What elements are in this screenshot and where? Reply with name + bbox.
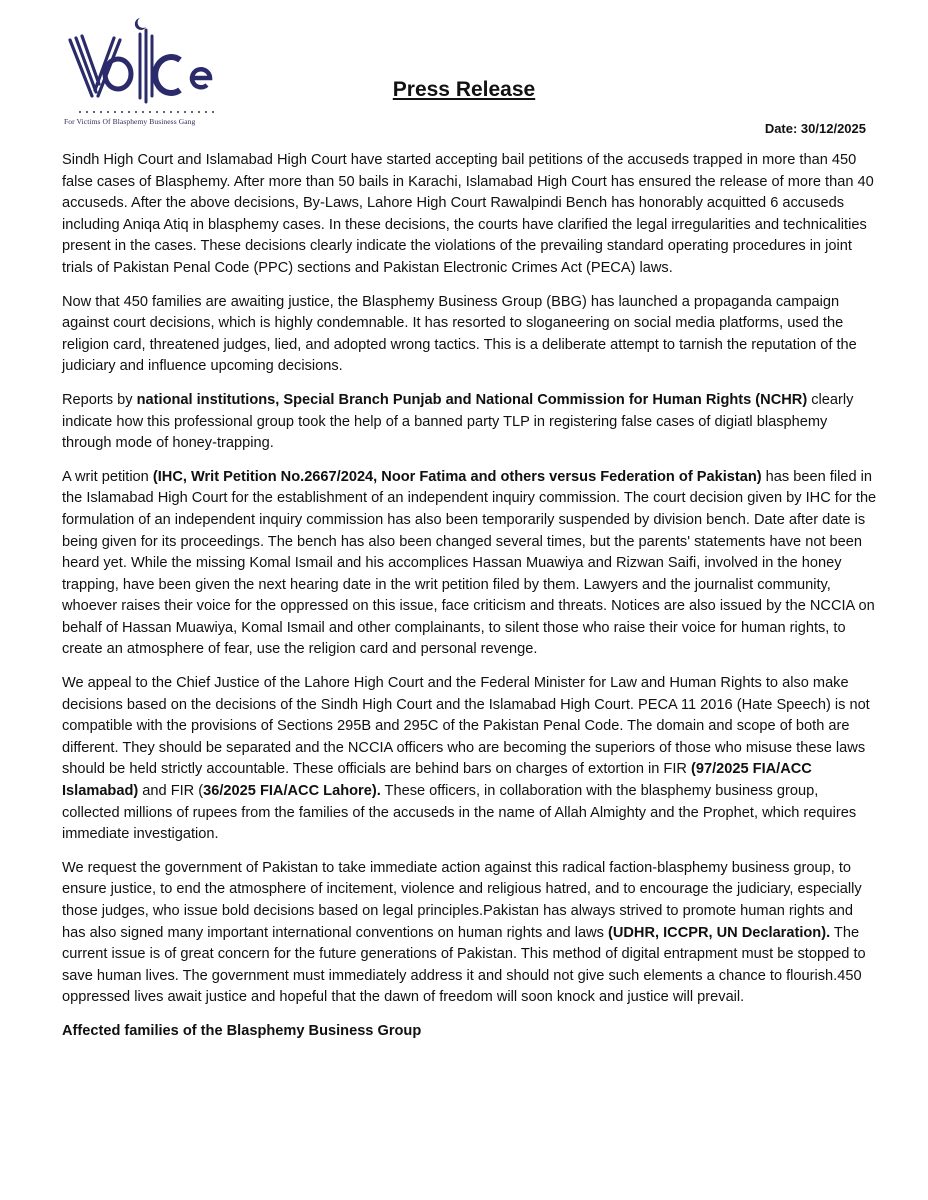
paragraph-5 — [62, 673, 877, 846]
signature: Affected families of the Blasphemy Business Group — [62, 1022, 422, 1039]
text-run: and FIR ( — [138, 783, 204, 800]
bold-text-run: (97/2025 FIA/ACC Islamabad) — [62, 761, 812, 800]
page-title: Press Release — [392, 78, 536, 101]
text-run: has been filed in the Islamabad High Court for the establishment of an independent inquiry commission. The court decision given by IHC for the formulation of an independent inquiry commission has also been temporarily suspended by division bench. Date after date is being given for its proceedings. The bench has also been changed several times, but the parents' statements have not been heard yet. While the missing Komal Ismail and his accomplices Hassan Muawiya and Rizwan Saifi, involved in the honey trapping, have been given the next hearing date in the writ petition filed by them. Lawyers and the journalist community, whoever raises their voice for the oppressed on this issue, face criticism and threats. Notices are also issued by the NCCIA on behalf of Hassan Muawiya, Komal Ismail and other complainants, to silent those who raise their voice for human rights, to create an atmosphere of fear, use the religion card and personal revenge. — [62, 468, 877, 658]
text-run: We appeal to the Chief Justice of the Lahore High Court and the Federal Minister for Law and Human Rights to also make decisions based on the decisions of the Sindh High Court and the Islamabad High Court. PECA 11 2016 (Hate Speech) is not compatible with the provisions of Sections 295B and 295C of the Pakistan Penal Code. The domain and scope of both are different. They should be separated and the NCCIA officers who are becoming the superiors of those who misuse these laws should be held strictly accountable. These officials are behind bars on charges of extortion in FIR — [62, 675, 870, 778]
text-run: These officers, in collaboration with the blasphemy business group, collected millions of rupees from the families of the accuseds in the name of Allah Almighty and the Prophet, which requires immediate investigation. — [62, 783, 857, 843]
voice-logo — [62, 12, 232, 130]
text-run: Reports by — [62, 391, 137, 408]
bold-text-run: (IHC, Writ Petition No.2667/2024, Noor Fatima and others versus Federation of Pakistan) — [152, 468, 762, 485]
bold-text-run: national institutions, Special Branch Punjab and National Commission for Human Rights (NCHR) — [136, 391, 808, 408]
bold-text-run: (UDHR, ICCPR, UN Declaration). — [607, 924, 831, 941]
paragraph-6 — [62, 858, 877, 1009]
paragraph-4 — [62, 467, 877, 661]
bold-text-run: 36/2025 FIA/ACC Lahore). — [203, 783, 381, 800]
release-date: Date: 30/12/2025 — [764, 121, 866, 136]
release-body — [62, 150, 877, 1055]
text-run: The current issue is of great concern for the future generations of Pakistan. This method of digital entrapment must be stopped to save human lives. The government must immediately address it and should not give such elements a chance to flourish.450 oppressed lives await justice and hopeful that the dawn of freedom will soon knock and justice will prevail. — [62, 924, 866, 1006]
text-run: Sindh High Court and Islamabad High Court have started accepting bail petitions of the accuseds trapped in more than 450 false cases of Blasphemy. After more than 50 bails in Karachi, Islamabad High Court has ensured the release of more than 40 accuseds. After the above decisions, By-Laws, Lahore High Court Rawalpindi Bench has honorably acquitted 6 accuseds including Aniqa Atiq in blasphemy cases. In these decisions, the courts have clarified the legal irregularities and technicalities present in the cases. These decisions clearly indicate the violations of the prevailing standard operating procedures in joint trials of Pakistan Penal Code (PPC) sections and Pakistan Electronic Crimes Act (PECA) laws. — [62, 152, 874, 276]
text-run: A writ petition — [62, 468, 153, 485]
text-run: clearly indicate how this professional group took the help of a banned party TLP in registering false cases of digiatl blasphemy through mode of honey-trapping. — [62, 391, 854, 452]
paragraph-1 — [62, 150, 877, 280]
dotted-divider — [79, 111, 214, 113]
text-run: Now that 450 families are awaiting justice, the Blasphemy Business Group (BBG) has launched a propaganda campaign against court decisions, which is highly condemnable. It has resorted to sloganeering on social media platforms, used the religion card, threatened judges, lied, and adopted wrong tactics. This is a deliberate attempt to tarnish the reputation of the judiciary and influence upcoming decisions. — [62, 293, 857, 375]
text-run: We request the government of Pakistan to take immediate action against this radical faction-blasphemy business group, to ensure justice, to end the atmosphere of incitement, violence and religious hatred, and to encourage the judiciary, especially those judges, who issue bold decisions based on legal principles.Pakistan has always strived to promote human rights and has also signed many important international conventions on human rights and laws — [62, 859, 862, 941]
paragraph-3 — [62, 390, 877, 455]
logo-tagline: For Victims Of Blasphemy Business Gang — [64, 117, 196, 126]
crescent-icon — [135, 18, 146, 30]
paragraph-2 — [62, 292, 877, 378]
